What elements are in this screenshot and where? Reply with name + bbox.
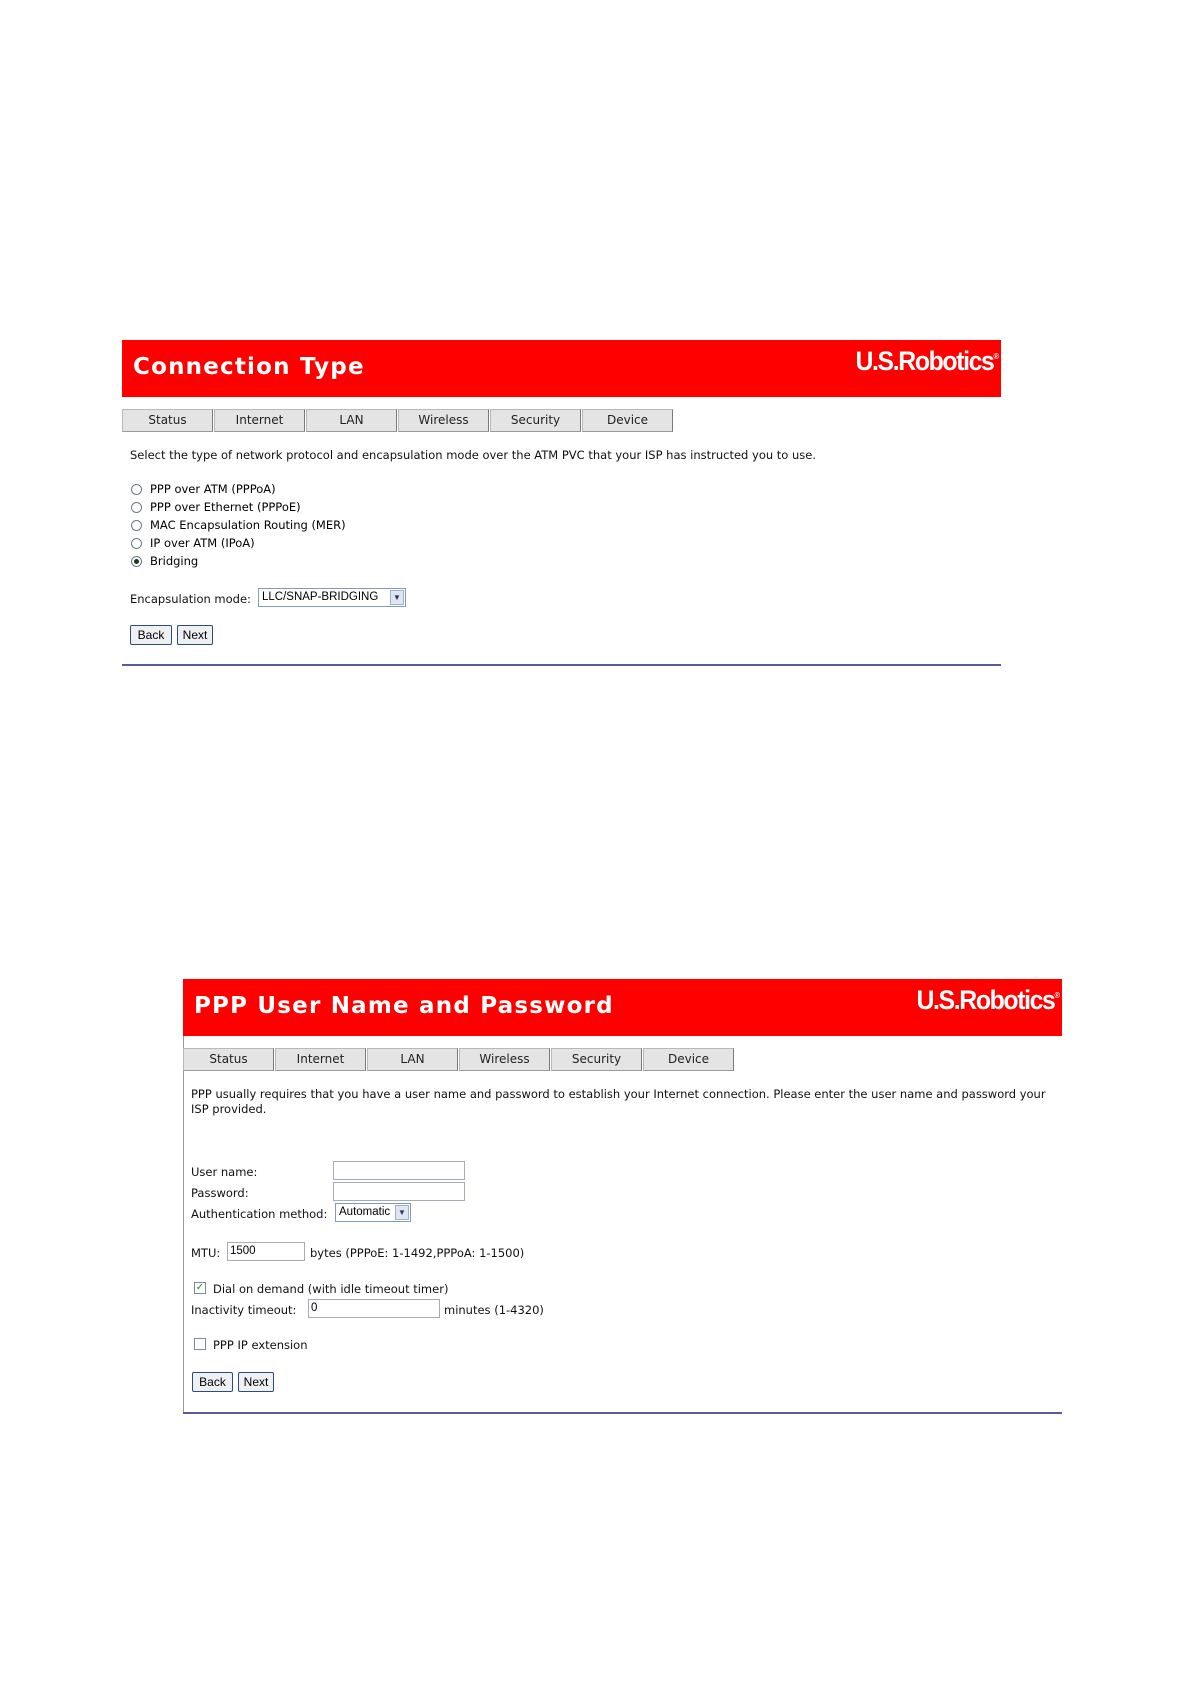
ppp-credentials-header bbox=[183, 979, 1062, 1036]
ppp-ip-extension-label: PPP IP extension bbox=[213, 1338, 308, 1352]
radio-button[interactable] bbox=[131, 538, 142, 549]
option-label: IP over ATM (IPoA) bbox=[150, 536, 255, 550]
option-mer[interactable] bbox=[131, 518, 346, 532]
mtu-input[interactable]: 1500 bbox=[227, 1242, 305, 1261]
auth-method-label: Authentication method: bbox=[191, 1207, 328, 1221]
tab-device[interactable]: Device bbox=[582, 409, 673, 432]
tab-security[interactable]: Security bbox=[551, 1048, 642, 1071]
option-pppoa[interactable] bbox=[131, 482, 276, 496]
option-label: MAC Encapsulation Routing (MER) bbox=[150, 518, 346, 532]
option-pppoe[interactable] bbox=[131, 500, 301, 514]
username-input[interactable] bbox=[333, 1161, 465, 1180]
encapsulation-mode-select[interactable] bbox=[258, 588, 406, 607]
inactivity-timeout-label: Inactivity timeout: bbox=[191, 1303, 297, 1317]
page-title: PPP User Name and Password bbox=[194, 993, 614, 1019]
mtu-hint: bytes (PPPoE: 1-1492,PPPoA: 1-1500) bbox=[310, 1246, 525, 1260]
bottom-divider bbox=[122, 664, 1001, 666]
radio-button[interactable] bbox=[131, 502, 142, 513]
mtu-label: MTU: bbox=[191, 1246, 221, 1260]
chevron-down-icon[interactable]: ▼ bbox=[390, 590, 404, 605]
back-button[interactable]: Back bbox=[130, 625, 172, 645]
tab-status[interactable]: Status bbox=[183, 1048, 274, 1071]
nav-tabs bbox=[183, 1048, 735, 1070]
description-text: Select the type of network protocol and encapsulation mode over the ATM PVC that your ISP has instructed you to use. bbox=[130, 448, 817, 462]
next-button[interactable]: Next bbox=[177, 625, 213, 645]
back-button[interactable]: Back bbox=[192, 1372, 233, 1392]
nav-tabs bbox=[122, 409, 674, 431]
radio-button[interactable] bbox=[131, 484, 142, 495]
option-bridging[interactable] bbox=[131, 554, 198, 568]
dial-on-demand-label: Dial on demand (with idle timeout timer) bbox=[213, 1282, 449, 1296]
inactivity-timeout-input[interactable]: 0 bbox=[308, 1299, 440, 1318]
tab-lan[interactable]: LAN bbox=[367, 1048, 458, 1071]
tab-wireless[interactable]: Wireless bbox=[398, 409, 489, 432]
username-label: User name: bbox=[191, 1165, 258, 1179]
registered-mark: ® bbox=[1054, 991, 1060, 1000]
select-value: Automatic bbox=[339, 1206, 391, 1218]
option-label: PPP over ATM (PPPoA) bbox=[150, 482, 276, 496]
next-button[interactable]: Next bbox=[238, 1372, 274, 1392]
tab-wireless[interactable]: Wireless bbox=[459, 1048, 550, 1071]
connection-type-panel bbox=[122, 340, 1001, 666]
ppp-credentials-panel bbox=[183, 979, 1062, 1414]
option-label: PPP over Ethernet (PPPoE) bbox=[150, 500, 301, 514]
select-value: LLC/SNAP-BRIDGING bbox=[262, 591, 379, 603]
tab-status[interactable]: Status bbox=[122, 409, 213, 432]
dial-on-demand-checkbox[interactable]: ✓ bbox=[195, 1282, 205, 1293]
page-title: Connection Type bbox=[133, 354, 365, 380]
tab-security[interactable]: Security bbox=[490, 409, 581, 432]
ppp-ip-extension-checkbox[interactable] bbox=[194, 1338, 206, 1350]
tab-device[interactable]: Device bbox=[643, 1048, 734, 1071]
auth-method-select[interactable] bbox=[335, 1203, 411, 1222]
tab-lan[interactable]: LAN bbox=[306, 409, 397, 432]
panel-left-border bbox=[183, 1036, 184, 1414]
radio-button[interactable] bbox=[131, 520, 142, 531]
connection-type-header bbox=[122, 340, 1001, 397]
option-label: Bridging bbox=[150, 554, 199, 568]
inactivity-timeout-hint: minutes (1-4320) bbox=[444, 1303, 544, 1317]
tab-internet[interactable]: Internet bbox=[275, 1048, 366, 1071]
registered-mark: ® bbox=[993, 352, 999, 361]
description-text: PPP usually requires that you have a user name and password to establish your Internet connection. Please enter the user name and password your ISP provided. bbox=[191, 1087, 1046, 1116]
bottom-divider bbox=[183, 1412, 1062, 1414]
usrobotics-logo bbox=[917, 985, 1060, 1016]
radio-button-selected[interactable] bbox=[131, 556, 142, 567]
option-ipoa[interactable] bbox=[131, 536, 255, 550]
chevron-down-icon[interactable]: ▼ bbox=[395, 1205, 409, 1220]
logo-text: U.S.Robotics bbox=[855, 346, 994, 376]
password-label: Password: bbox=[191, 1186, 249, 1200]
logo-text: U.S.Robotics bbox=[916, 985, 1055, 1015]
password-input[interactable] bbox=[333, 1182, 465, 1201]
usrobotics-logo bbox=[856, 346, 999, 377]
encapsulation-mode-label: Encapsulation mode: bbox=[130, 592, 251, 606]
tab-internet[interactable]: Internet bbox=[214, 409, 305, 432]
